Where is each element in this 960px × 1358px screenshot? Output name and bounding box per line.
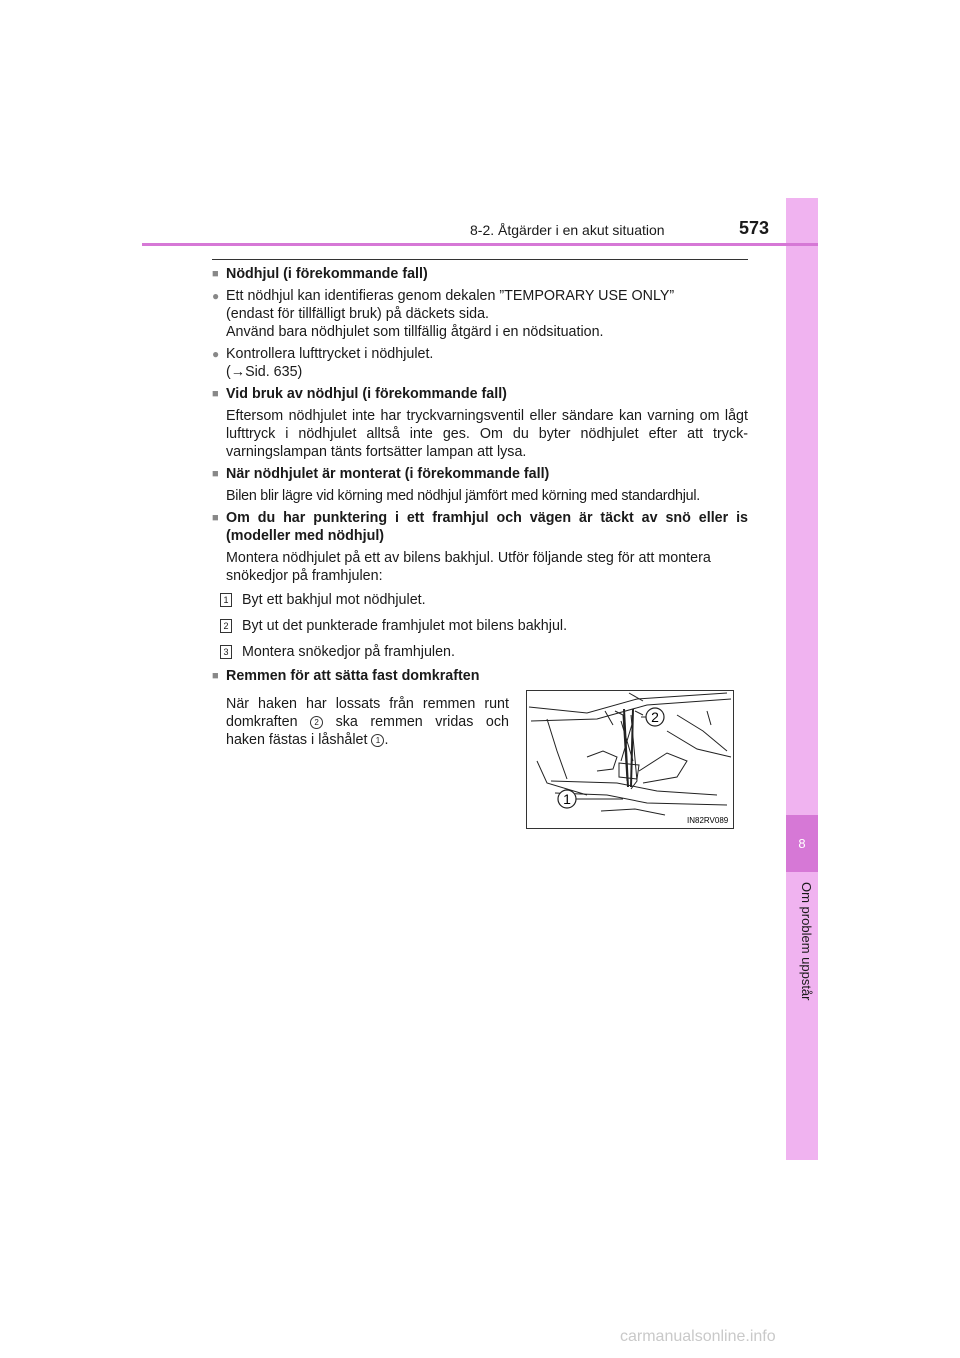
- callout-circle: 1: [371, 734, 384, 747]
- section-heading: ■ Om du har punktering i ett framhjul och vägen är täckt av snö eller is (modeller med nödhjul): [212, 510, 748, 544]
- watermark: carmanualsonline.info: [620, 1328, 776, 1345]
- section-heading: ■ När nödhjulet är monterat (i förekommande fall): [212, 466, 550, 482]
- round-bullet-icon: ●: [212, 347, 220, 361]
- arrow-icon: →: [230, 364, 246, 380]
- section-heading: ■ Vid bruk av nödhjul (i förekommande fall): [212, 386, 507, 402]
- step-number: 3: [220, 645, 232, 659]
- jack-strap-illustration: [526, 690, 734, 829]
- illustration-drawing: [527, 691, 733, 828]
- step-number: 1: [220, 593, 232, 607]
- figure-callout-2: 2: [651, 709, 659, 725]
- step-item: 2 Byt ut det punkterade framhjulet mot bilens bakhjul.: [220, 617, 748, 635]
- paragraph: Bilen blir lägre vid körning med nödhjul jämfört med körning med standardhjul.: [226, 488, 701, 504]
- section-heading: ■ Nödhjul (i förekommande fall): [212, 266, 428, 282]
- paragraph: Montera nödhjulet på ett av bilens bakhjul. Utför följande steg för att montera snökedjor på framhjulen:: [226, 550, 711, 584]
- content-rule: [212, 259, 748, 260]
- figure-code: IN82RV089: [687, 816, 729, 825]
- list-item: ● Kontrollera lufttrycket i nödhjulet. (→Sid. 635): [212, 346, 434, 380]
- section-heading: ■ Remmen för att sätta fast domkraften: [212, 668, 480, 684]
- section-title: 8-2. Åtgärder i en akut situation: [470, 222, 665, 238]
- paragraph: Eftersom nödhjulet inte har tryckvarningsventil eller sändare kan varning om lågt lufttryck i nödhjulet alltså inte ges. Om du byter nödhjulet efter att tryck-varningslampan tänts fortsätter lampan att lysa.: [226, 408, 748, 460]
- step-item: 1 Byt ett bakhjul mot nödhjulet.: [220, 591, 748, 609]
- page-content: [212, 265, 748, 749]
- paragraph: När haken har lossats från remmen runt domkraften 2 ska remmen vridas och haken fästas i låshålet 1 .: [226, 696, 509, 748]
- square-bullet-icon: ■: [212, 268, 219, 280]
- page-reference-link[interactable]: Sid. 635): [245, 364, 303, 380]
- header-divider: [142, 243, 818, 246]
- round-bullet-icon: ●: [212, 289, 220, 303]
- step-number: 2: [220, 619, 232, 633]
- figure-callout-1: 1: [563, 791, 571, 807]
- square-bullet-icon: ■: [212, 468, 219, 480]
- square-bullet-icon: ■: [212, 388, 219, 400]
- square-bullet-icon: ■: [212, 670, 219, 682]
- square-bullet-icon: ■: [212, 512, 219, 524]
- chapter-side-tab: [786, 198, 818, 1160]
- page-number: 573: [739, 218, 770, 238]
- chapter-number: 8: [786, 815, 818, 872]
- chapter-title: Om problem uppstår: [799, 882, 814, 1001]
- callout-circle: 2: [310, 716, 323, 729]
- step-item: 3 Montera snökedjor på framhjulen.: [220, 643, 748, 661]
- list-item: ● Ett nödhjul kan identifieras genom dekalen ”TEMPORARY USE ONLY” (endast för tillfälligt bruk) på däckets sida. Använd bara nödhjulet som tillfällig åtgärd i en nödsituation.: [212, 288, 675, 340]
